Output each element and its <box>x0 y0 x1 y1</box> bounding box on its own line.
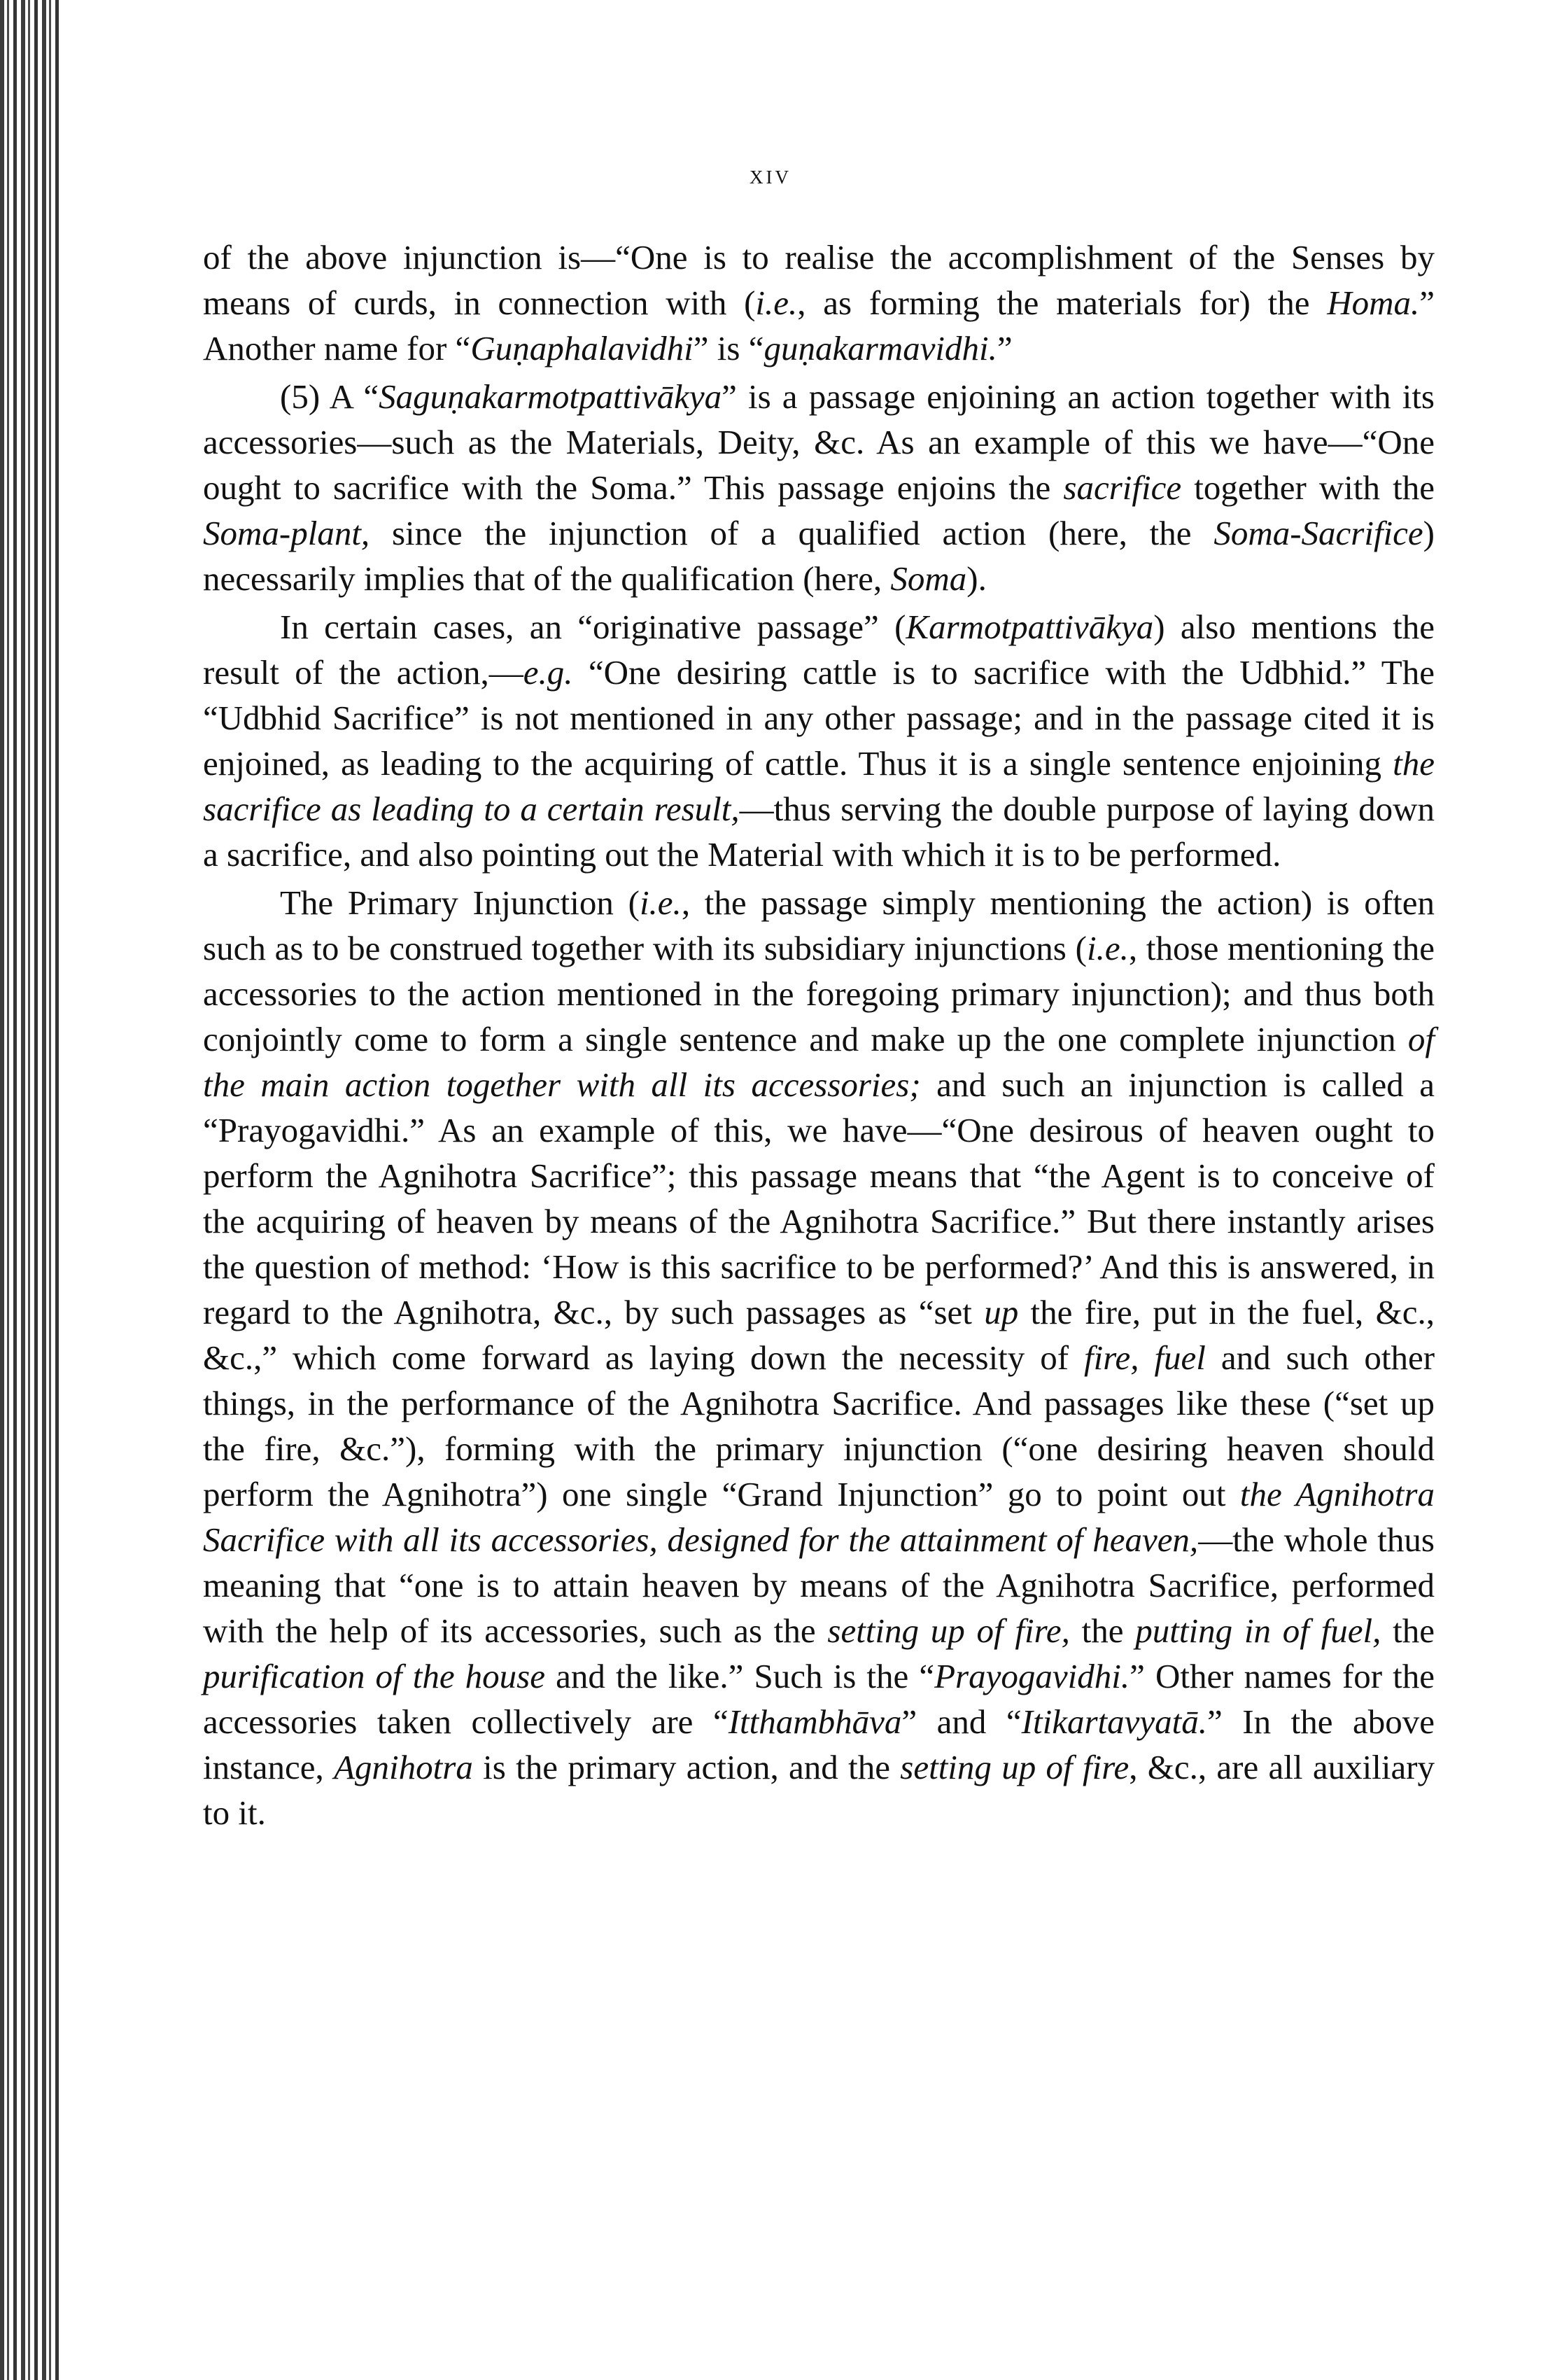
text-segment: since the injunction of a qualified action (here, the <box>370 514 1214 552</box>
italic-segment: Prayogavidhi. <box>934 1657 1130 1695</box>
italic-segment: of the main action together with all its accessories; <box>203 1020 1435 1104</box>
paragraph-saguna-karmotpatti-vakya <box>203 374 1435 601</box>
binding-edge <box>0 0 59 2380</box>
text-segment: In certain cases, an “originative passage” ( <box>280 608 906 646</box>
italic-segment: i.e. <box>755 284 798 322</box>
body-text <box>203 234 1435 1835</box>
text-segment: the fire, put in the fuel, &c., &c.,” which come forward as laying down the necessity of <box>203 1293 1435 1377</box>
italic-segment: purification of the house <box>203 1657 545 1695</box>
italic-segment: Saguṇakarmotpattivākya <box>379 377 722 416</box>
italic-segment: Soma-plant, <box>203 514 370 552</box>
text-segment: ) also mentions the result of the action,— <box>203 608 1435 692</box>
text-segment: of the above injunction is—“One is to realise the accomplishment of the Senses by means of curds, in connection with ( <box>203 238 1435 322</box>
text-segment: the <box>1069 1611 1136 1650</box>
italic-segment: Soma-Sacrifice <box>1213 514 1423 552</box>
text-segment: ” <box>997 329 1013 368</box>
text-segment: “One desiring cattle is to sacrifice with the Udbhid.” The “Udbhid Sacrifice” is not mentioned in any other passage; and in the passage cited it is enjoined, as leading to the acquiring of cattle. Thus it is a single sentence enjoining <box>203 653 1435 783</box>
text-segment: —thus serving the double purpose of laying down a sacrifice, and also pointing out the Material with which it is to be performed. <box>203 790 1435 874</box>
italic-segment: the Agnihotra Sacrifice with all its accessories, designed for the attainment of heaven, <box>203 1475 1435 1559</box>
text-segment: , &c., are all auxiliary to it. <box>203 1748 1435 1832</box>
italic-segment: up <box>984 1293 1019 1331</box>
text-segment: ” Other names for the accessories taken collectively are “ <box>203 1657 1435 1741</box>
text-segment: and the like.” Such is the “ <box>545 1657 935 1695</box>
text-segment: ” is “ <box>693 329 764 368</box>
italic-segment: the sacrifice as leading to a certain result, <box>203 744 1435 828</box>
italic-segment: Soma <box>890 559 967 598</box>
text-segment: the <box>1381 1611 1435 1650</box>
text-segment: (5) A “ <box>280 377 379 416</box>
text-segment: ” and “ <box>901 1702 1022 1741</box>
italic-segment: Guṇaphalavidhi <box>470 329 694 368</box>
italic-segment: i.e. <box>639 883 682 922</box>
page-number: xiv <box>750 160 791 190</box>
italic-segment: e.g. <box>523 653 573 692</box>
text-segment: and such an injunction is called a “Prayogavidhi.” As an example of this, we have—“One desirous of heaven ought to perform the Agnihotra Sacrifice”; this passage means that “the Agent is to conceive of the acquiring of heaven by means of the Agnihotra Sacrifice.” But there instantly arises the question of method: ‘How is this sacrifice to be performed?’ And this is answered, in regard to the Agnihotra, &c., by such passages as “set <box>203 1065 1435 1331</box>
italic-segment: Karmotpattivākya <box>906 608 1154 646</box>
text-segment: is the primary action, and the <box>472 1748 901 1786</box>
italic-segment: Itikartavyatā. <box>1021 1702 1207 1741</box>
italic-segment: guṇakarmavidhi. <box>764 329 997 368</box>
paragraph-prayoga-vidhi <box>203 880 1435 1835</box>
text-segment: —the whole thus meaning that “one is to attain heaven by means of the Agnihotra Sacrifice, performed with the help of its accessories, such as the <box>203 1520 1435 1650</box>
italic-segment: setting up of fire, <box>827 1611 1070 1650</box>
paragraph-guna-phala-vidhi <box>203 234 1435 371</box>
italic-segment: Itthambhāva <box>728 1702 902 1741</box>
text-segment: , the passage simply mentioning the action) is often such as to be construed together with its subsidiary injunctions ( <box>203 883 1435 967</box>
text-segment: ) necessarily implies that of the qualification (here, <box>203 514 1435 598</box>
text-segment: and such other things, in the performance of the Agnihotra Sacrifice. And passages like these (“set up the fire, &c.”), forming with the primary injunction (“one desiring heaven should perform the Agnihotra”) one single “Grand Injunction” go to point out <box>203 1338 1435 1513</box>
text-segment: ” is a passage enjoining an action together with its accessories—such as the Materials, Deity, &c. As an example of this we have—“One ought to sacrifice with the Soma.” This passage enjoins the <box>203 377 1435 507</box>
italic-segment: Homa. <box>1327 284 1420 322</box>
italic-segment: fire, fuel <box>1084 1338 1206 1377</box>
text-segment: ). <box>966 559 987 598</box>
italic-segment: i.e. <box>1086 929 1129 967</box>
paragraph-originative-passage <box>203 604 1435 877</box>
text-segment: ” Another name for “ <box>203 284 1435 368</box>
text-segment: , as forming the materials for) the <box>797 284 1328 322</box>
italic-segment: Agnihotra <box>334 1748 473 1786</box>
italic-segment: putting in of fuel, <box>1135 1611 1381 1650</box>
italic-segment: setting up of fire <box>900 1748 1130 1786</box>
italic-segment: sacrifice <box>1063 468 1182 507</box>
text-segment: ” In the above instance, <box>203 1702 1435 1786</box>
text-segment: The Primary Injunction ( <box>280 883 640 922</box>
text-segment: , those mentioning the accessories to the action mentioned in the foregoing primary injunction); and thus both conjointly come to form a single sentence and make up the one complete injunction <box>203 929 1435 1058</box>
text-segment: together with the <box>1181 468 1435 507</box>
